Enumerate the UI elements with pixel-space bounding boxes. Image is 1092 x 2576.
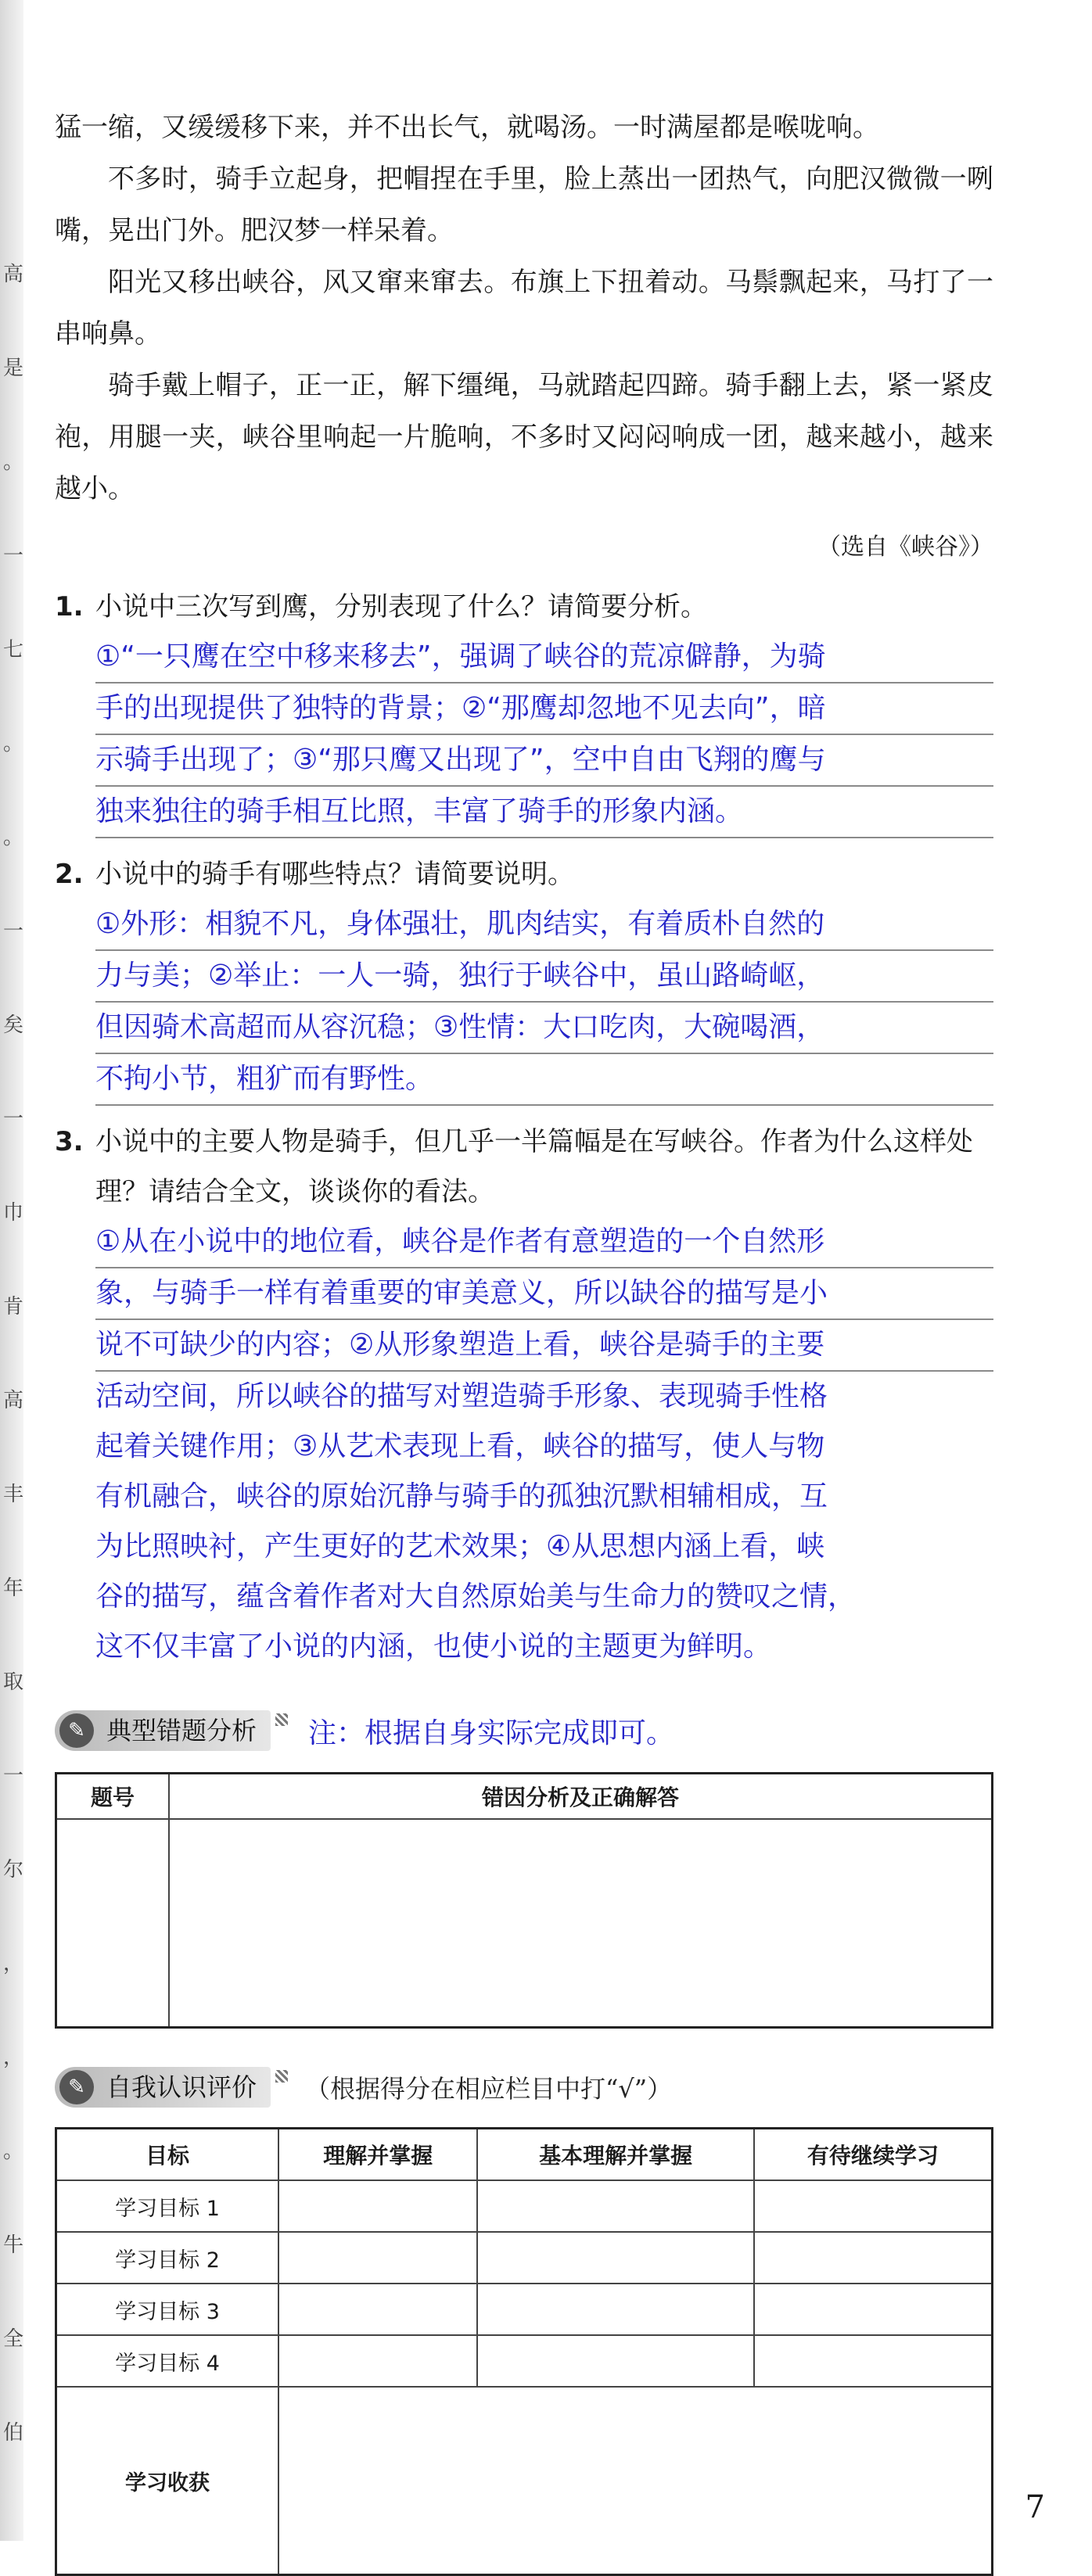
answer-line: 说不可缺少的内容；②从形象塑造上看，峡谷是骑手的主要 xyxy=(95,1320,993,1372)
question-text: 小说中的主要人物是骑手，但几乎一半篇幅是在写峡谷。作者为什么这样处理？请结合全文，谈谈你的看法。 xyxy=(95,1126,973,1207)
table-row xyxy=(56,2335,993,2387)
question-text: 小说中三次写到鹰，分别表现了什么？请简要分析。 xyxy=(95,591,707,622)
check-cell[interactable] xyxy=(754,2284,993,2335)
column-header: 基本理解并掌握 xyxy=(477,2129,753,2181)
story-paragraph-3: 阳光又移出峡谷，风又窜来窜去。布旗上下扭着动。马鬃飘起来，马打了一串响鼻。 xyxy=(55,267,993,350)
margin-glyph: 。 xyxy=(3,826,24,849)
error-analysis-table xyxy=(55,1772,993,2029)
answer-line: 这不仅丰富了小说的内涵，也使小说的主题更为鲜明。 xyxy=(95,1631,772,1663)
column-header: 题号 xyxy=(56,1774,170,1820)
margin-glyph: 高 xyxy=(3,1389,24,1412)
margin-glyph: 。 xyxy=(3,2140,24,2163)
table-row xyxy=(56,2284,993,2335)
page-number: 7 xyxy=(1025,2489,1045,2525)
margin-glyph: 全 xyxy=(3,2327,24,2351)
answer-line: 示骑手出现了；③“那只鹰又出现了”，空中自由飞翔的鹰与 xyxy=(95,735,993,787)
corner-dots-icon xyxy=(275,2070,288,2083)
self-evaluation-table xyxy=(55,2127,993,2576)
question-1 xyxy=(55,582,993,838)
section-badge xyxy=(55,2067,271,2108)
check-cell[interactable] xyxy=(278,2180,477,2232)
margin-glyph: 一 xyxy=(3,1764,24,1788)
row-label: 学习目标 3 xyxy=(56,2284,279,2335)
question-number: 2. xyxy=(55,859,84,890)
margin-glyph: 。 xyxy=(3,732,24,755)
check-cell[interactable] xyxy=(278,2232,477,2284)
column-header: 目标 xyxy=(56,2129,279,2181)
check-cell[interactable] xyxy=(477,2180,753,2232)
answer-line: 为比照映衬，产生更好的艺术效果；④从思想内涵上看，峡 xyxy=(95,1530,825,1562)
self-evaluation-header xyxy=(55,2060,993,2115)
answer-line: 活动空间，所以峡谷的描写对塑造骑手形象、表现骑手性格 xyxy=(95,1380,828,1412)
answer-line: 谷的描写，蕴含着作者对大自然原始美与生命力的赞叹之情， xyxy=(95,1580,857,1613)
check-cell[interactable] xyxy=(278,2335,477,2387)
margin-glyph: 牛 xyxy=(3,2233,24,2257)
margin-glyph: 是 xyxy=(3,357,24,380)
answer-line: 不拘小节，粗犷而有野性。 xyxy=(95,1054,993,1106)
row-label: 学习目标 1 xyxy=(56,2180,279,2232)
answer-line: 但因骑术高超而从容沉稳；③性情：大口吃肉，大碗喝酒， xyxy=(95,1003,993,1054)
answer-line: 力与美；②举止：一人一骑，独行于峡谷中，虽山路崎岖， xyxy=(95,951,993,1003)
section-marker-icon: ✎ xyxy=(59,2070,94,2104)
row-label: 学习目标 2 xyxy=(56,2232,279,2284)
check-cell[interactable] xyxy=(754,2232,993,2284)
section-note: 注：根据自身实际完成即可。 xyxy=(308,1717,675,1749)
story-paragraph-1: 猛一缩，又缓缓移下来，并不出长气，就喝汤。一时满屋都是喉咙响。 xyxy=(55,112,879,143)
margin-glyph: 。 xyxy=(3,450,24,474)
margin-glyph: 取 xyxy=(3,1670,24,1694)
answer-block xyxy=(95,1217,993,1672)
margin-glyph: 一 xyxy=(3,544,24,568)
margin-glyph: 巾 xyxy=(3,1201,24,1225)
check-cell[interactable] xyxy=(477,2335,753,2387)
answer-line: ①“一只鹰在空中移来移去”，强调了峡谷的荒凉僻静，为骑 xyxy=(95,632,993,683)
left-margin-strip xyxy=(0,0,23,2541)
corner-dots-icon xyxy=(275,1713,288,1726)
question-3 xyxy=(55,1117,993,1672)
question-text: 小说中的骑手有哪些特点？请简要说明。 xyxy=(95,859,574,890)
margin-glyph: 年 xyxy=(3,1577,24,1600)
margin-glyph: 七 xyxy=(3,638,24,662)
column-header: 有待继续学习 xyxy=(754,2129,993,2181)
margin-glyph: 高 xyxy=(3,263,24,286)
row-label: 学习收获 xyxy=(56,2387,279,2575)
margin-glyph: ， xyxy=(3,1952,24,1975)
margin-glyph: 丰 xyxy=(3,1483,24,1506)
answer-line: 象，与骑手一样有着重要的审美意义，所以缺谷的描写是小 xyxy=(95,1268,993,1320)
story-paragraph-4: 骑手戴上帽子，正一正，解下缰绳，马就踏起四蹄。骑手翻上去，紧一紧皮袍，用腿一夹，峡谷里响起一片脆响，不多时又闷闷响成一团，越来越小，越来越小。 xyxy=(55,370,993,504)
table-row xyxy=(56,2180,993,2232)
gain-cell[interactable] xyxy=(278,2387,993,2575)
answer-line: 有机融合，峡谷的原始沉静与骑手的孤独沉默相辅相成，互 xyxy=(95,1480,828,1512)
table-row xyxy=(56,2232,993,2284)
error-analysis-header xyxy=(55,1703,993,1758)
section-badge xyxy=(55,1710,271,1751)
margin-glyph: 一 xyxy=(3,920,24,943)
question-2 xyxy=(55,849,993,1106)
table-cell[interactable] xyxy=(56,1819,170,2028)
section-title: 典型错题分析 xyxy=(106,1716,257,1745)
check-cell[interactable] xyxy=(278,2284,477,2335)
answer-line: ①外形：相貌不凡，身体强壮，肌肉结实，有着质朴自然的 xyxy=(95,899,993,951)
main-content xyxy=(55,102,993,2576)
answer-line: ①从在小说中的地位看，峡谷是作者有意塑造的一个自然形 xyxy=(95,1217,993,1268)
check-cell[interactable] xyxy=(477,2284,753,2335)
answer-line: 起着关键作用；③从艺术表现上看，峡谷的描写，使人与物 xyxy=(95,1430,825,1462)
question-number: 3. xyxy=(55,1126,84,1157)
check-cell[interactable] xyxy=(477,2232,753,2284)
column-header: 理解并掌握 xyxy=(278,2129,477,2181)
section-hint: （根据得分在相应栏目中打“√”） xyxy=(305,2074,673,2104)
answer-line: 手的出现提供了独特的背景；②“那鹰却忽地不见去向”，暗 xyxy=(95,683,993,735)
margin-glyph: 尔 xyxy=(3,1858,24,1882)
margin-glyph: 肯 xyxy=(3,1295,24,1318)
margin-glyph: 一 xyxy=(3,1107,24,1131)
section-title: 自我认识评价 xyxy=(106,2072,257,2102)
check-cell[interactable] xyxy=(754,2335,993,2387)
answer-block xyxy=(95,632,993,838)
section-marker-icon: ✎ xyxy=(59,1713,94,1748)
answer-block xyxy=(95,899,993,1106)
column-header: 错因分析及正确解答 xyxy=(169,1774,993,1820)
answer-line: 独来独往的骑手相互比照，丰富了骑手的形象内涵。 xyxy=(95,787,993,838)
table-cell[interactable] xyxy=(169,1819,993,2028)
check-cell[interactable] xyxy=(754,2180,993,2232)
table-row xyxy=(56,2387,993,2575)
story-paragraph-2: 不多时，骑手立起身，把帽捏在手里，脸上蒸出一团热气，向肥汉微微一咧嘴，晃出门外。肥汉梦一样呆着。 xyxy=(55,163,993,246)
margin-glyph: 矣 xyxy=(3,1014,24,1037)
row-label: 学习目标 4 xyxy=(56,2335,279,2387)
question-number: 1. xyxy=(55,591,84,622)
margin-glyph: ， xyxy=(3,2046,24,2069)
margin-glyph: 伯 xyxy=(3,2421,24,2445)
story-source: （选自《峡谷》） xyxy=(817,533,993,561)
